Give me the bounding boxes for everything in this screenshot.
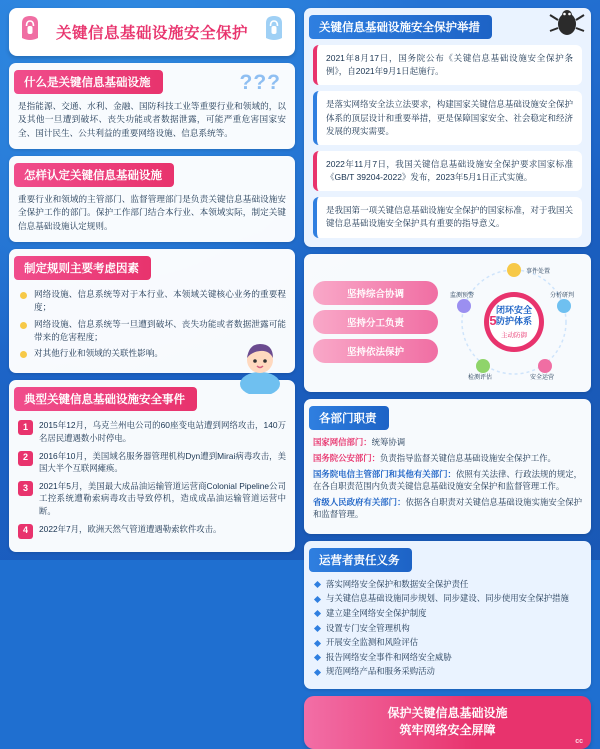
section-heading-operator-obligations: 运营者责任义务 — [309, 548, 412, 572]
section-body-how-to-identify: 重要行业和领域的主管部门、监督管理部门是负责关键信息基础设施安全保护工作的部门。保护工作部门结合本行业、本领域实际，制定关键信息基础设施认定规则。 — [18, 193, 286, 231]
closed-loop-diagram — [446, 261, 582, 383]
diagram-node-label: 监测预警 — [450, 292, 475, 299]
section-rule-factors — [9, 249, 295, 373]
incident-number: 2 — [18, 451, 33, 466]
diagram-svg — [446, 261, 582, 383]
list-item: 网络设施、信息系统等对于本行业、本领域关键核心业务的重要程度； — [18, 288, 286, 314]
list-item: 设置专门安全管理机构 — [313, 622, 582, 635]
duty-row — [313, 452, 582, 464]
section-operator-obligations — [304, 541, 591, 689]
list-item — [18, 419, 286, 444]
rule-factors-list — [18, 288, 286, 360]
list-item: 对其他行业和领域的关联性影响。 — [18, 347, 286, 360]
list-item: 报告网络安全事件和网络安全威胁 — [313, 651, 582, 664]
measure-note: 是落实网络安全法立法要求，构建国家关键信息基础设施安全保护体系的顶层设计和重要举措，更是保障国家安全、社会稳定和经济发展的现实需要。 — [313, 91, 582, 145]
duty-text: 统筹协调 — [371, 436, 406, 447]
diagram-node-label: 分析研判 — [550, 292, 575, 299]
obligation-list — [313, 578, 582, 678]
duty-text: 依据各自职责对关键信息基础设施实施安全保护和监督管理。 — [313, 497, 583, 520]
duty-text: 负责指导监督关键信息基础设施安全保护工作。 — [380, 452, 556, 463]
duty-row — [313, 436, 582, 448]
duty-label: 国务院电信主管部门和其他有关部门： — [313, 468, 456, 479]
section-typical-incidents — [9, 380, 295, 552]
list-item: 网络设施、信息系统等一旦遭到破坏、丧失功能或者数据泄露可能带来的危害程度； — [18, 318, 286, 344]
duty-row — [313, 468, 582, 492]
slogan-pill: 坚持依法保护 — [313, 339, 438, 363]
page-title: 关键信息基础设施安全保护 — [55, 25, 248, 42]
measure-note: 2022年11月7日，我国关键信息基础设施安全保护要求国家标准《GB/T 39204-2022》发布，2023年5月1日正式实施。 — [313, 151, 582, 191]
diagram-node-label: 检测评估 — [468, 374, 493, 381]
incident-number: 1 — [18, 420, 33, 435]
duty-label: 国务院公安部门： — [313, 452, 380, 463]
cc-mark: cc — [575, 737, 583, 745]
section-how-to-identify — [9, 156, 295, 242]
bottom-slogan-line1: 保护关键信息基础设施 — [387, 705, 508, 720]
incident-number: 4 — [18, 524, 33, 539]
section-department-duties — [304, 399, 591, 534]
right-column — [304, 8, 591, 745]
section-heading-protection-measures: 关键信息基础设施安全保护举措 — [309, 15, 492, 39]
incident-text: 2021年5月，美国最大成品油运输管道运营商Colonial Pipeline公司工控系统遭勒索病毒攻击导致停机，造成成品油运输管道运营中断。 — [39, 480, 286, 516]
section-heading-rule-factors: 制定规则主要考虑因素 — [14, 256, 151, 280]
slogan-pill: 坚持综合协调 — [313, 281, 438, 305]
diagram-center-sub: 主动防御 — [501, 331, 527, 339]
section-protection-measures — [304, 8, 591, 247]
incident-list — [18, 419, 286, 535]
duty-label: 国家网信部门： — [313, 436, 372, 447]
poster-title-banner — [9, 8, 295, 56]
list-item: 规范网络产品和服务采购活动 — [313, 665, 582, 678]
diagram-center-num: 5 — [489, 312, 497, 328]
list-item: 落实网络安全保护和数据安全保护责任 — [313, 578, 582, 591]
bottom-slogan-line2: 筑牢网络安全屏障 — [399, 723, 496, 738]
principle-slogans — [313, 281, 438, 363]
lock-icon-secondary — [263, 14, 285, 42]
list-item — [18, 450, 286, 475]
incident-text: 2015年12月，乌克兰州电公司的60座变电站遭到网络攻击，140万名居民遭遇数小时停电。 — [39, 420, 286, 443]
section-principles-diagram — [304, 254, 591, 392]
bottom-slogan-bar — [304, 696, 591, 749]
list-item — [18, 480, 286, 518]
diagram-node-label: 事件处置 — [526, 268, 551, 275]
incident-text: 2016年10月，美国域名服务器管理机构Dyn遭到Mirai病毒攻击，美国大半个互联网瘫痪。 — [39, 450, 286, 474]
list-item: 与关键信息基础设施同步规划、同步建设、同步使用安全保护措施 — [313, 592, 582, 605]
measure-note: 是我国第一项关键信息基础设施安全保护的国家标准，对于我国关键信息基础设施安全保护具有重要的指导意义。 — [313, 197, 582, 237]
section-what-is-cii — [9, 63, 295, 149]
list-item: 开展安全监测和风险评估 — [313, 636, 582, 649]
diagram-node-label: 安全运营 — [530, 374, 555, 381]
list-item — [18, 523, 286, 536]
section-heading-how-to-identify: 怎样认定关键信息基础设施 — [14, 163, 174, 187]
duty-text: 依照有关法律、行政法规的规定，在各自职责范围内负责关键信息基础设施安全保护和监督管理工作。 — [313, 468, 583, 492]
left-column — [9, 8, 295, 552]
section-body-what-is-cii: 是指能源、交通、水利、金融、国防科技工业等重要行业和领域的，以及其他一旦遭到破坏、丧失功能或者数据泄露，可能严重危害国家安全、国计民生、公共利益的重要网络设施、信息系统等。 — [18, 101, 286, 138]
duty-row — [313, 496, 582, 520]
question-mark-decoration: ??? — [239, 71, 281, 94]
incident-text: 2022年7月，欧洲天然气管道遭遇勒索软件攻击。 — [39, 523, 222, 534]
diagram-center-line2: 防护体系 — [495, 315, 533, 326]
bug-icon — [547, 4, 587, 38]
list-item: 建立建全网络安全保护制度 — [313, 607, 582, 620]
section-heading-typical-incidents: 典型关键信息基础设施安全事件 — [14, 387, 197, 411]
duty-label: 省级人民政府有关部门： — [313, 497, 406, 508]
slogan-pill: 坚持分工负责 — [313, 310, 438, 334]
lock-icon — [19, 14, 41, 42]
diagram-center-line1: 闭环安全 — [495, 304, 533, 315]
measure-note: 2021年8月17日，国务院公布《关键信息基础设施安全保护条例》，自2021年9月1日起施行。 — [313, 45, 582, 85]
section-heading-department-duties: 各部门职责 — [309, 406, 389, 430]
section-heading-what-is-cii: 什么是关键信息基础设施 — [14, 70, 163, 94]
incident-number: 3 — [18, 481, 33, 496]
